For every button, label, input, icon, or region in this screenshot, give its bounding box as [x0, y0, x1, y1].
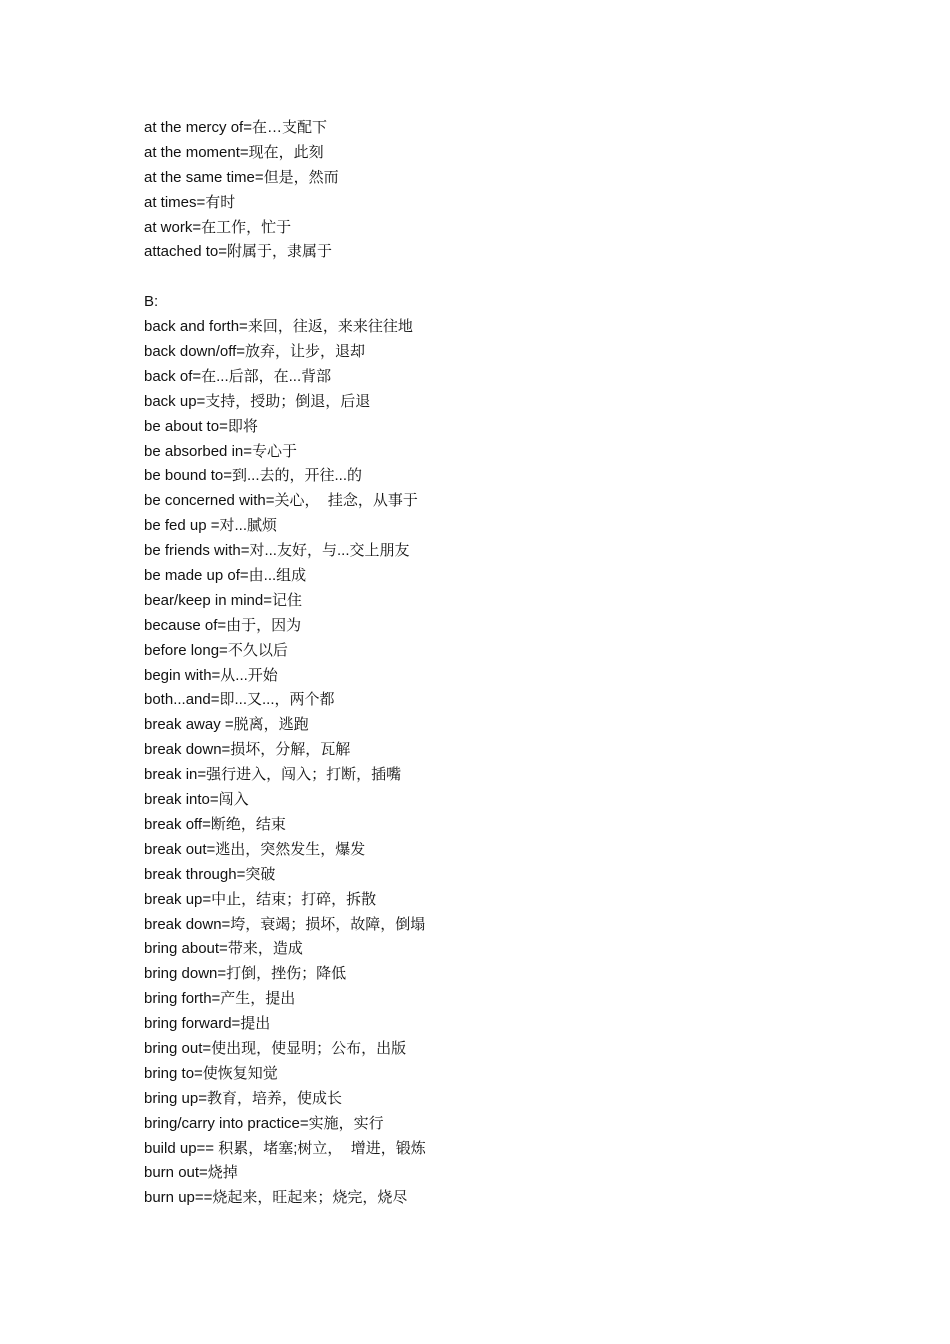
phrase-entry: burn up==烧起来，旺起来；烧完，烧尽 — [144, 1189, 408, 1207]
phrase-entry: bring forth=产生，提出 — [144, 990, 296, 1008]
phrase-entry: attached to=附属于，隶属于 — [144, 243, 332, 261]
phrase-entry: break out=逃出，突然发生，爆发 — [144, 840, 366, 858]
phrase-entry: be about to=即将 — [144, 417, 258, 435]
phrase-entry: break up=中止，结束；打碎，拆散 — [144, 890, 377, 908]
phrase-entry: be concerned with=关心， 挂念，从事于 — [144, 492, 418, 510]
phrase-entry: at times=有时 — [144, 193, 236, 211]
phrase-entry: be fed up =对...腻烦 — [144, 517, 277, 535]
phrase-entry: be friends with=对...友好，与...交上朋友 — [144, 542, 410, 560]
phrase-entry: be made up of=由...组成 — [144, 567, 307, 585]
phrase-entry: because of=由于，因为 — [144, 616, 302, 634]
phrase-entry: both...and=即...又...，两个都 — [144, 691, 335, 709]
phrase-entry: before long=不久以后 — [144, 641, 288, 659]
phrase-entry: at the same time=但是，然而 — [144, 168, 339, 186]
section-a — [144, 116, 864, 265]
phrase-entry: break off=断绝，结束 — [144, 815, 286, 833]
phrase-entry: build up== 积累，堵塞;树立， 增进，锻炼 — [144, 1139, 426, 1157]
section-spacer — [144, 265, 864, 290]
phrase-entry: bring forward=提出 — [144, 1015, 271, 1033]
phrase-entry: at the moment=现在，此刻 — [144, 143, 324, 161]
phrase-entry: break away =脱离，逃跑 — [144, 716, 309, 734]
section-heading: B: — [144, 293, 159, 311]
phrase-entry: be absorbed in=专心于 — [144, 442, 298, 460]
phrase-entry: bear/keep in mind=记住 — [144, 591, 302, 609]
phrase-entry: bring up=教育，培养，使成长 — [144, 1089, 342, 1107]
phrase-entry: bring down=打倒，挫伤；降低 — [144, 965, 347, 983]
phrase-entry: bring out=使出现，使显明；公布，出版 — [144, 1039, 407, 1057]
phrase-entry: at work=在工作，忙于 — [144, 218, 292, 236]
phrase-list — [144, 116, 864, 1211]
phrase-entry: bring to=使恢复知觉 — [144, 1064, 278, 1082]
phrase-entry: at the mercy of=在…支配下 — [144, 119, 327, 136]
phrase-entry: bring/carry into practice=实施，实行 — [144, 1114, 384, 1132]
phrase-entry: back and forth=来回，往返，来来往往地 — [144, 318, 413, 336]
phrase-entry: bring about=带来，造成 — [144, 940, 303, 958]
phrase-entry: back up=支持，授助；倒退，后退 — [144, 392, 371, 410]
phrase-entry: back down/off=放弃，让步，退却 — [144, 343, 366, 361]
phrase-entry: break down=垮，衰竭；损坏，故障，倒塌 — [144, 915, 426, 933]
phrase-entry: break through=突破 — [144, 865, 276, 883]
phrase-entry: back of=在...后部，在...背部 — [144, 367, 332, 385]
phrase-entry: begin with=从...开始 — [144, 666, 278, 684]
section-b — [144, 290, 864, 1211]
phrase-entry: break in=强行进入，闯入；打断，插嘴 — [144, 766, 402, 784]
phrase-entry: break down=损坏，分解，瓦解 — [144, 741, 351, 759]
phrase-entry: break into=闯入 — [144, 791, 249, 809]
phrase-entry: be bound to=到...去的，开往...的 — [144, 467, 363, 485]
phrase-entry: burn out=烧掉 — [144, 1164, 238, 1182]
